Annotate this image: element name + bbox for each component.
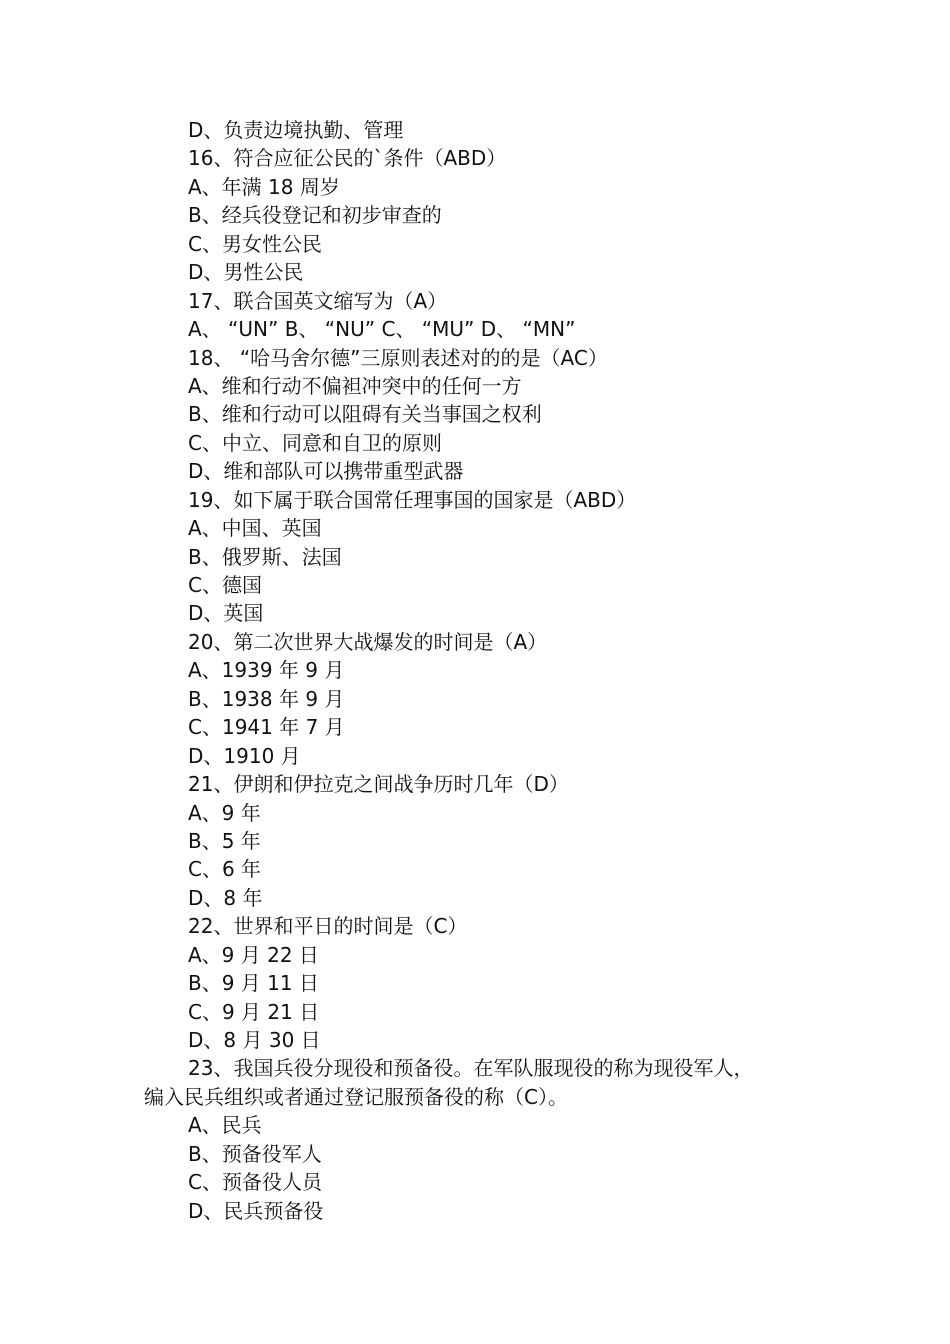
option-line: A、维和行动不偏袒冲突中的任何一方 [188, 373, 522, 398]
option-line: C、6 年 [188, 857, 262, 882]
option-line: D、男性公民 [188, 260, 304, 285]
question-line: 22、世界和平日的时间是（C） [188, 914, 468, 939]
document-page [0, 116, 950, 1225]
option-line: B、9 月 11 日 [188, 971, 319, 996]
question-line: 21、伊朗和伊拉克之间战争历时几年（D） [188, 772, 569, 797]
option-line: C、预备役人员 [188, 1170, 322, 1195]
option-line: A、中国、英国 [188, 516, 322, 541]
option-line: B、1938 年 9 月 [188, 686, 345, 711]
option-line: B、俄罗斯、法国 [188, 544, 342, 569]
question-line: 19、如下属于联合国常任理事国的国家是（ABD） [188, 487, 637, 512]
question-line: 23、我国兵役分现役和预备役。在军队服现役的称为现役军人， [188, 1056, 754, 1081]
question-line: 16、符合应征公民的`条件（ABD） [188, 146, 507, 171]
option-line: C、1941 年 7 月 [188, 715, 345, 740]
option-line: D、民兵预备役 [188, 1198, 324, 1223]
option-line: C、9 月 21 日 [188, 999, 320, 1024]
option-line: C、男女性公民 [188, 231, 322, 256]
option-line: B、维和行动可以阻碍有关当事国之权利 [188, 402, 542, 427]
option-line: A、9 年 [188, 800, 261, 825]
option-line: A、9 月 22 日 [188, 942, 319, 967]
option-line: C、德国 [188, 573, 262, 597]
option-line: B、经兵役登记和初步审查的 [188, 203, 442, 228]
option-line: D、8 月 30 日 [188, 1028, 321, 1052]
option-line: D、维和部队可以携带重型武器 [188, 459, 464, 484]
option-line: D、英国 [188, 601, 264, 626]
option-line: D、1910 月 [188, 743, 301, 768]
question-line: 20、第二次世界大战爆发的时间是（A） [188, 629, 548, 654]
option-line: B、预备役军人 [188, 1141, 322, 1166]
option-line: D、负责边境执勤、管理 [188, 118, 404, 142]
option-line: A、民兵 [188, 1113, 262, 1138]
option-line: C、中立、同意和自卫的原则 [188, 430, 442, 455]
option-line: A、1939 年 9 月 [188, 658, 345, 683]
question-line: 17、联合国英文缩写为（A） [188, 288, 448, 313]
question-line-continued: 编入民兵组织或者通过登记服预备役的称（C）。 [144, 1084, 568, 1109]
option-line: D、8 年 [188, 885, 263, 910]
option-line: B、5 年 [188, 828, 261, 853]
question-line: 18、 “哈马舍尔德”三原则表述对的的是（AC） [188, 345, 608, 370]
option-line: A、 “UN” B、 “NU” C、 “MU” D、 “MN” [188, 317, 576, 342]
option-line: A、年满 18 周岁 [188, 174, 340, 199]
